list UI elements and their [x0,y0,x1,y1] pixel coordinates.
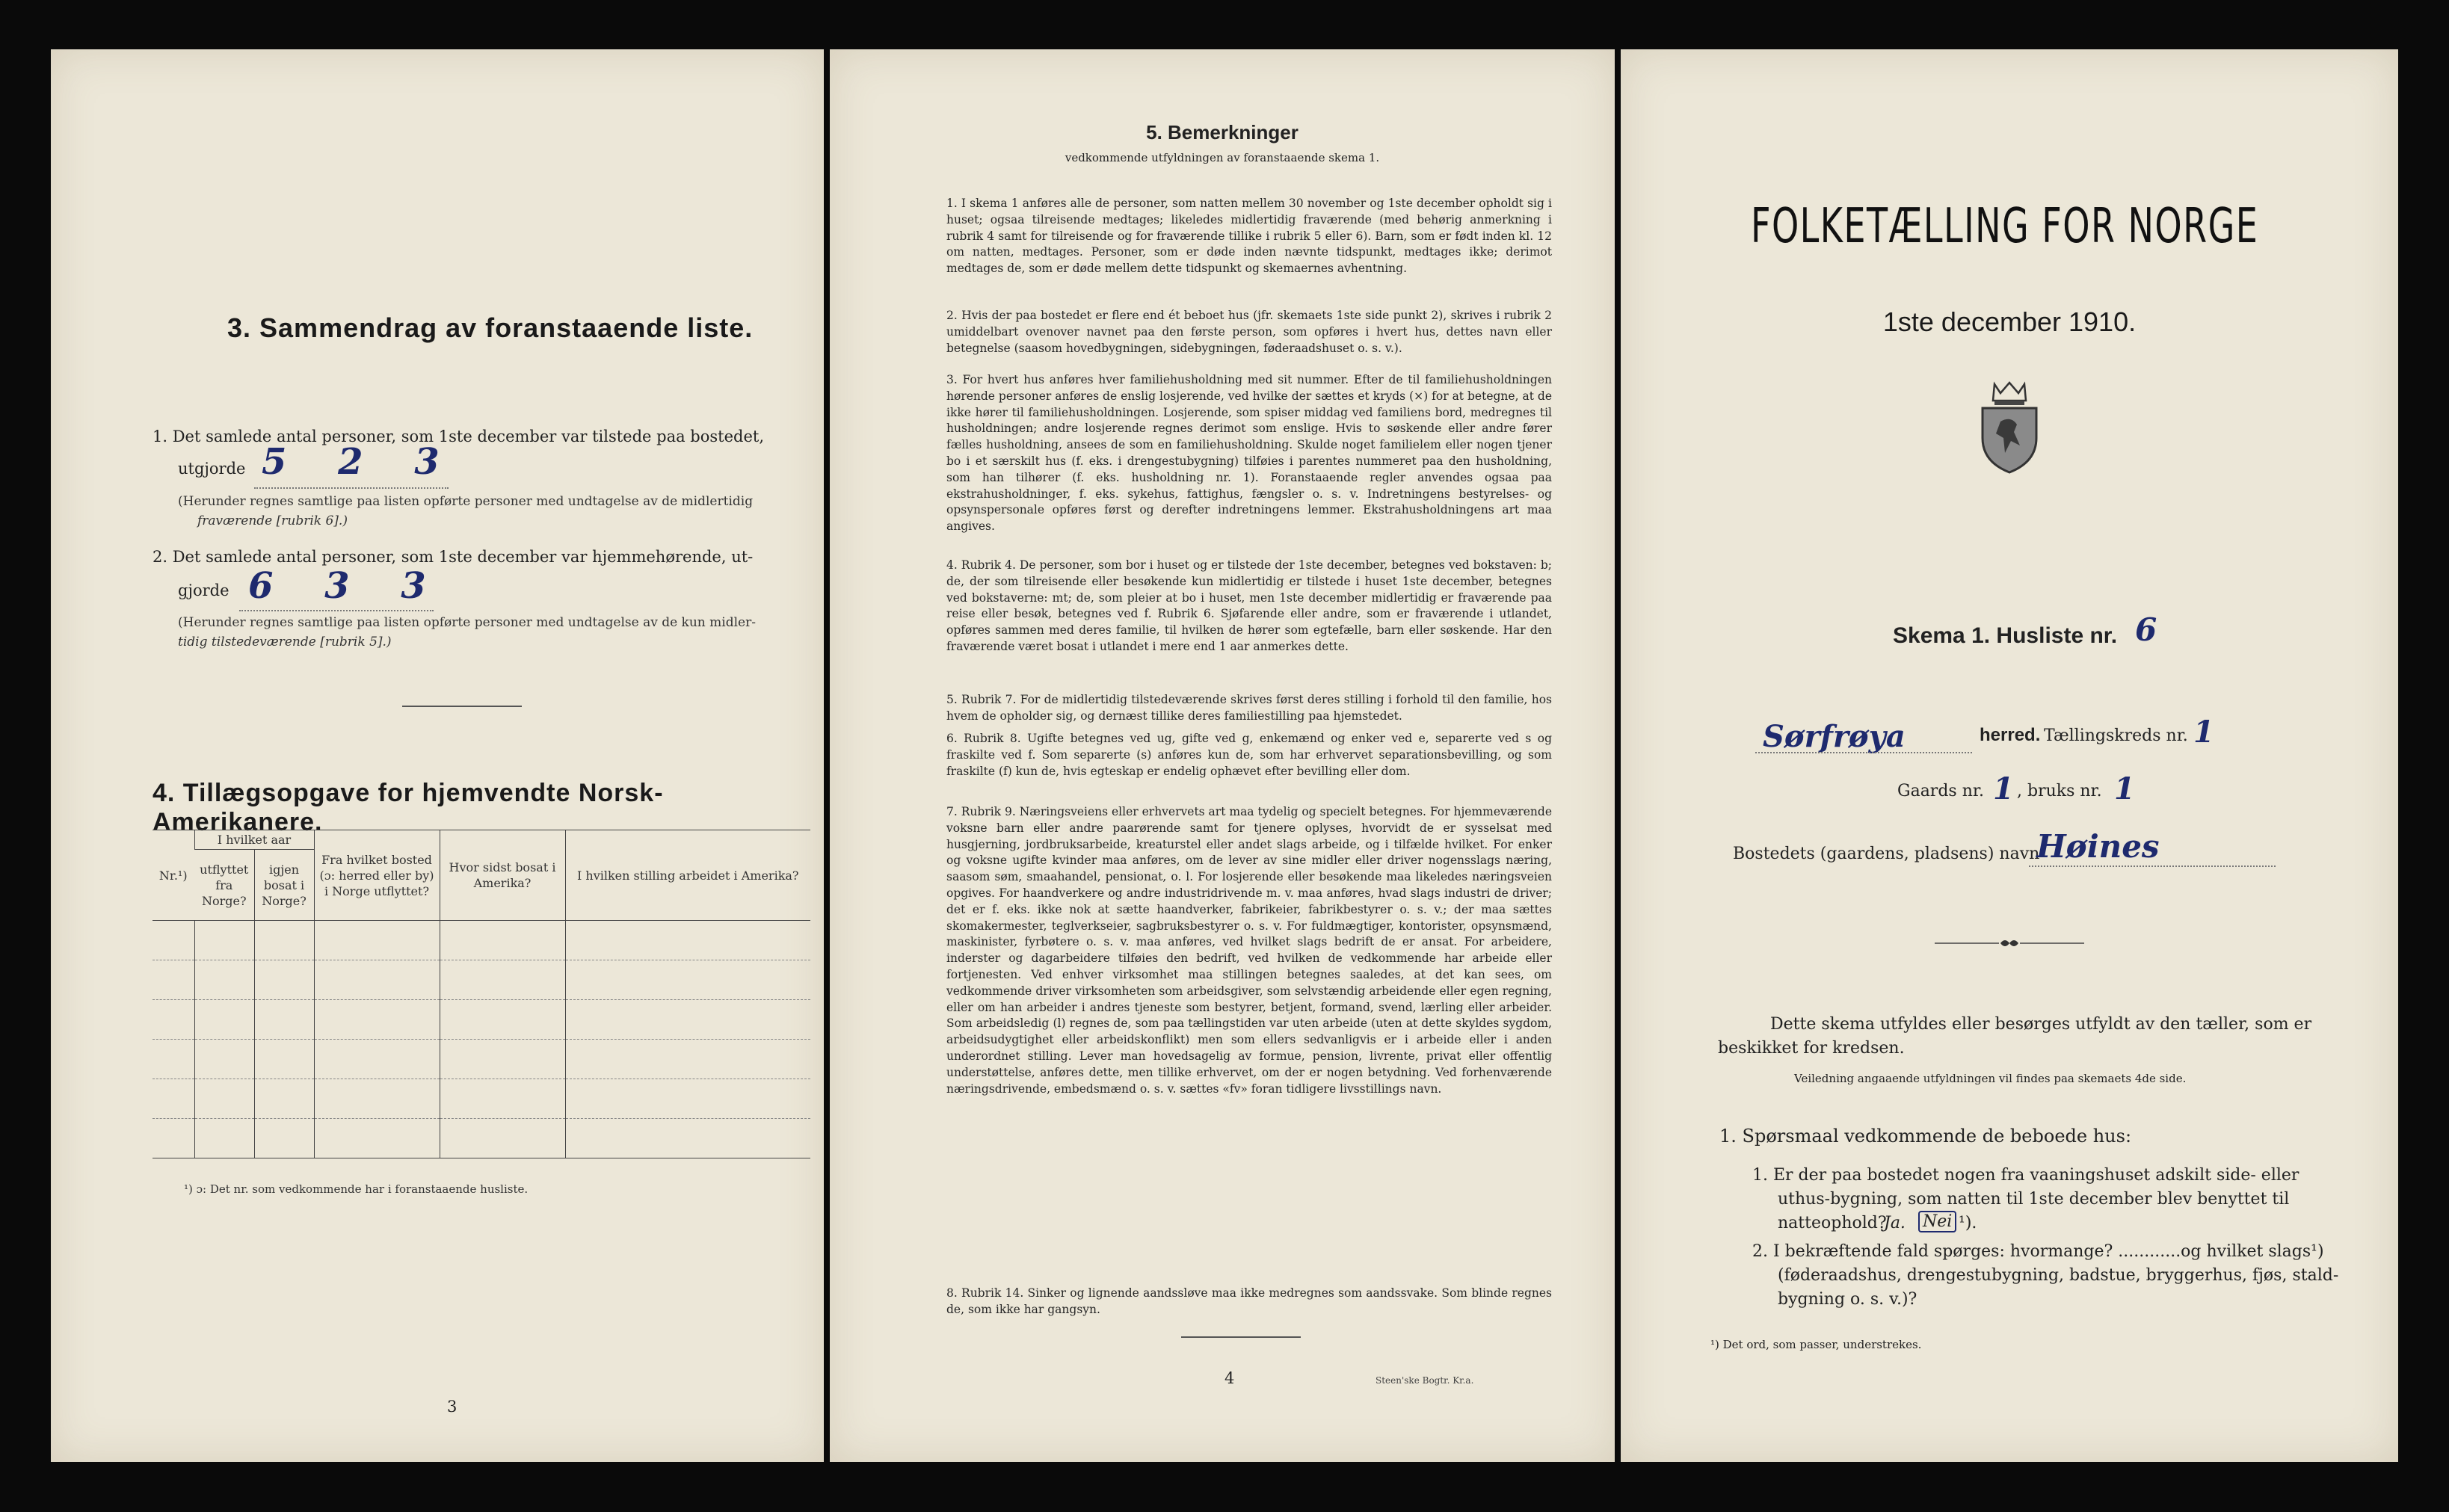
right-footnote: ¹) Det ord, som passer, understrekes. [1710,1338,1922,1351]
header-returned: igjen bosat i Norge? [254,850,314,921]
questions-header: 1. Spørsmaal vedkommende de beboede hus: [1719,1126,2132,1147]
table-row [153,921,810,960]
section3-title: 3. Sammendrag av foranstaaende liste. [227,312,754,343]
section4-title: 4. Tillægsopgave for hjemvendte Norsk-Amerikanere. [153,779,664,836]
table-row [153,960,810,1000]
question1-nei: Nei [1918,1211,1956,1232]
husliste-number: 6 [2135,611,2157,648]
gaards-label: Gaards nr. [1897,782,1984,800]
ornament-divider-icon [1935,936,2084,951]
question2-line2: (føderaadshus, drengestubygning, badstue, bryggerhus, fjøs, stald- [1778,1266,2339,1285]
footer-divider [1181,1336,1301,1338]
bosted-dots [2029,865,2276,867]
bosted-value: Høines [2036,828,2160,865]
header-nr: Nr.¹) [153,830,194,921]
page-number-left: 3 [447,1398,458,1416]
question1-line2: uthus-bygning, som natten til 1ste december blev benyttet til [1778,1190,2290,1209]
intro-note: Veiledning angaaende utfyldningen vil findes paa skemaets 4de side. [1794,1072,2187,1085]
section4-footnote: ¹) ɔ: Det nr. som vedkommende har i foranstaaende husliste. [184,1182,529,1196]
section3-item1-value: 5 2 3 [262,441,459,483]
section-divider [402,706,522,707]
section3-item1-note1: (Herunder regnes samtlige paa listen opførte personer med undtagelse av de midlertidig [178,494,754,509]
bruks-label: , bruks nr. [2017,782,2102,800]
section3-item1-prefix: utgjorde [178,460,246,478]
remark-item-1: 1. I skema 1 anføres alle de personer, som natten mellem 30 november og 1ste december opholdt sig i huset; ogsaa tilreisende medtages; likeledes midlertidig fraværende (med behørig anmerkning i rubrik 4 samt for tilreisende og for fraværende tillike i rubrik 5 eller 6). Barn, som er født inden kl. 12 om natten, medtages. Personer, som er døde inden nævnte tidspunkt, medtages ikke; derimot medtages de, som er døde mellem dette tidspunkt og skemaernes avhentning. [946,197,1552,276]
bemerkninger-title: 5. Bemerkninger [1146,121,1299,144]
schema-label: Skema 1. Husliste nr. [1893,623,2118,648]
question1-line1: 1. Er der paa bostedet nogen fra vaaningshuset adskilt side- eller [1752,1166,2299,1185]
printer-imprint: Steen'ske Bogtr. Kr.a. [1376,1375,1474,1386]
section3-item2-note1: (Herunder regnes samtlige paa listen opførte personer med undtagelse av de kun midler- [178,615,756,630]
table-row [153,1119,810,1158]
section3-item2-note2: tidig tilstedeværende [rubrik 5].) [178,635,392,649]
header-emigrated: utflyttet fra Norge? [194,850,254,921]
header-last-lived: Hvor sidst bosat i Amerika? [440,830,565,921]
remark-item-4: 4. Rubrik 4. De personer, som bor i huset og er tilstede der 1ste december, betegnes ved bokstaven: b; de, der som tilreisende eller besøkende kun midlertidig er tilstede i huset 1ste december, betegnes ved bokstaverne: mt; de, som pleier at bo i huset, men 1ste december midlertidig er fraværende paa reise eller besøk, betegnes ved f. Rubrik 6. Sjøfarende eller andre, som er fraværende i utlandet, opføres sammen med deres familie, til hvilken de hører som egtefælle, barn eller søskende. Har den fraværende været bosat i utlandet i mere end 1 aar anmerkes dette. [946,558,1552,653]
bosted-label: Bostedets (gaardens, pladsens) navn [1733,845,2040,863]
question2-line1: 2. I bekræftende fald spørges: hvormange? ............og hvilket slags¹) [1752,1242,2324,1261]
page-number-middle: 4 [1224,1369,1235,1387]
question1-ja: Ja. [1884,1214,1906,1232]
page-right [1621,49,2398,1462]
norsk-amerikanere-table [153,830,810,1158]
section3-item1-note2: fraværende [rubrik 6].) [197,513,348,528]
remark-item-6: 6. Rubrik 8. Ugifte betegnes ved ug, gifte ved g, enkemænd og enker ved e, separerte ved s og fraskilte ved f. Som separerte (s) anføres kun de, som har erhvervet separationsbevilling, og som fraskilte (f) kun de, hvis egteskap er endelig ophævet efter bevilling eller dom. [946,732,1552,778]
section3-item2-dots [239,610,434,611]
remark-item-8: 8. Rubrik 14. Sinker og lignende aandssløve maa ikke medregnes som aandssvake. Som blinde regnes de, som ikke har gangsyn. [946,1286,1552,1316]
intro-line1: Dette skema utfyldes eller besørges utfyldt av den tæller, som er [1770,1015,2312,1034]
remark-item-5: 5. Rubrik 7. For de midlertidig tilstedeværende skrives først deres stilling i forhold til den familie, hos hvem de opholder sig, og dernæst tillike deres familiestilling paa hjemstedet. [946,693,1552,723]
section3-item2-line1: 2. Det samlede antal personer, som 1ste december var hjemmehørende, ut- [153,548,754,566]
header-position: I hvilken stilling arbeidet i Amerika? [565,830,810,921]
census-date: 1ste december 1910. [1882,306,2137,337]
question1-sup: ¹). [1959,1214,1977,1232]
table-row [153,1000,810,1040]
section3-item2-prefix: gjorde [178,581,230,599]
herred-value: Sørfrøya [1763,719,1906,754]
table-row [153,1040,810,1079]
remark-item-3: 3. For hvert hus anføres hver familiehusholdning med sit nummer. Efter de til familiehusholdningen hørende personer anføres de enslig losjerende, ved hvilke der sættes et kryds (×) for at betegne, at de ikke hører til familiehusholdningen. Losjerende, som spiser middag ved familiens bord, medregnes til husholdningen; andre losjerende regnes derimot som enslige. Hvis to søskende eller andre fører fælles husholdning, ansees de som en familiehusholdning. Skulde noget familielem eller nogen tjener bo i et særskilt hus (f. eks. i drengestubygning) tilføies i parentes nummeret paa den husholdning, som han tilhører (f. eks. husholdning nr. 1). Foranstaaende regler anvendes ogsaa paa ekstrahusholdninger, f. eks. sykehus, fattighus, fængsler o. s. v. Indretningens bestyrelses- og opsynspersonale opføres først og derefter indretningens lemmer. Ekstrahusholdningens art maa angives. [946,373,1552,534]
section3-item1-dots [254,487,449,489]
table-row [153,1079,810,1119]
header-year-group: I hvilket aar [194,830,314,850]
bemerkninger-subtitle: vedkommende utfyldningen av foranstaaende skema 1. [1065,151,1380,164]
tellingskreds-value: 1 [2193,715,2214,750]
page-middle [830,49,1615,1462]
remark-item-7: 7. Rubrik 9. Næringsveiens eller erhvervets art maa tydelig og specielt betegnes. For hjemmeværende voksne barn eller andre paarørende samt for tjenere oplyses, hvorvidt de er sysselsat med husgjerning, jordbruksarbeide, kreaturstel eller andet slags arbeide, og i tilfælde hvilket. For enker og voksne ugifte kvinder maa anføres, om de lever av sine midler eller driver nogensslags næring, saasom søm, smaahandel, pensionat, o. l. For losjerende eller besøkende maa likeledes næringsveien opgives. For haandverkere og andre industridrivende m. v. maa anføres, hvad slags industri de driver; det er f. eks. ikke nok at sætte haandverker, fabrikeier, fabrikbestyrer o. s. v.; der maa sættes skomakermester, teglverkseier, sagbruksbestyrer o. s. v. For fuldmægtiger, kontorister, opsynsmænd, maskinister, fyrbøtere o. s. v. maa anføres, ved hvilket slags bedrift de er ansat. For arbeidere, inderster og dagarbeidere tilføies den bedrift, ved hvilken de vedkommende har arbeide eller fortjenesten. Ved enhver virksomhet maa stillingen betegnes saaledes, at det kan sees, om vedkommende driver virksomheten som arbeidsgiver, som selvstændig arbeidende eller egen regning, eller om han arbeider i andres tjeneste som bestyrer, betjent, formand, svend, lærling eller arbeider. Som arbeidsledig (l) regnes de, som paa tællingstiden var uten arbeide (uten at dette skyldes sygdom, arbeidsudygtighet eller arbeidskonflikt) men som ellers sedvanligvis er i arbeide eller i anden underordnet stilling. Lever man hovedsagelig av formue, pension, livrente, privat eller offentlig understøttelse, anføres dette, men tillike erhvervet, om der er nogen betydning. Ved forhenværende næringsdrivende, embedsmænd o. s. v. sættes «fv» foran tidligere livsstillings navn. [946,805,1552,1096]
page-left [51,49,824,1462]
herred-label: herred. [1980,725,2041,745]
intro-line2: beskikket for kredsen. [1718,1039,1905,1058]
coat-of-arms-icon [1972,378,2047,475]
main-title: FOLKETÆLLING FOR NORGE [1751,199,2259,254]
bruks-value: 1 [2114,771,2135,806]
herred-dots [1755,752,1972,753]
tellingskreds-label: Tællingskreds nr. [2044,726,2188,745]
section3-item1-line1: 1. Det samlede antal personer, som 1ste december var tilstede paa bostedet, [153,428,765,445]
question2-line3: bygning o. s. v.)? [1778,1290,1917,1309]
header-from-where: Fra hvilket bosted (ɔ: herred eller by) i Norge utflyttet? [314,830,440,921]
gaards-value: 1 [1993,771,2014,806]
remark-item-2: 2. Hvis der paa bostedet er flere end ét beboet hus (jfr. skemaets 1ste side punkt 2), skrives i rubrik 2 umiddelbart ovenover navnet paa den første person, som opføres i hvert hus, dettes navn eller betegnelse (saasom hovedbygningen, sidebygningen, føderaadshuset o. s. v.). [946,309,1552,355]
question1-line3: natteophold? [1778,1214,1887,1232]
section3-item2-value: 6 3 3 [248,565,446,607]
